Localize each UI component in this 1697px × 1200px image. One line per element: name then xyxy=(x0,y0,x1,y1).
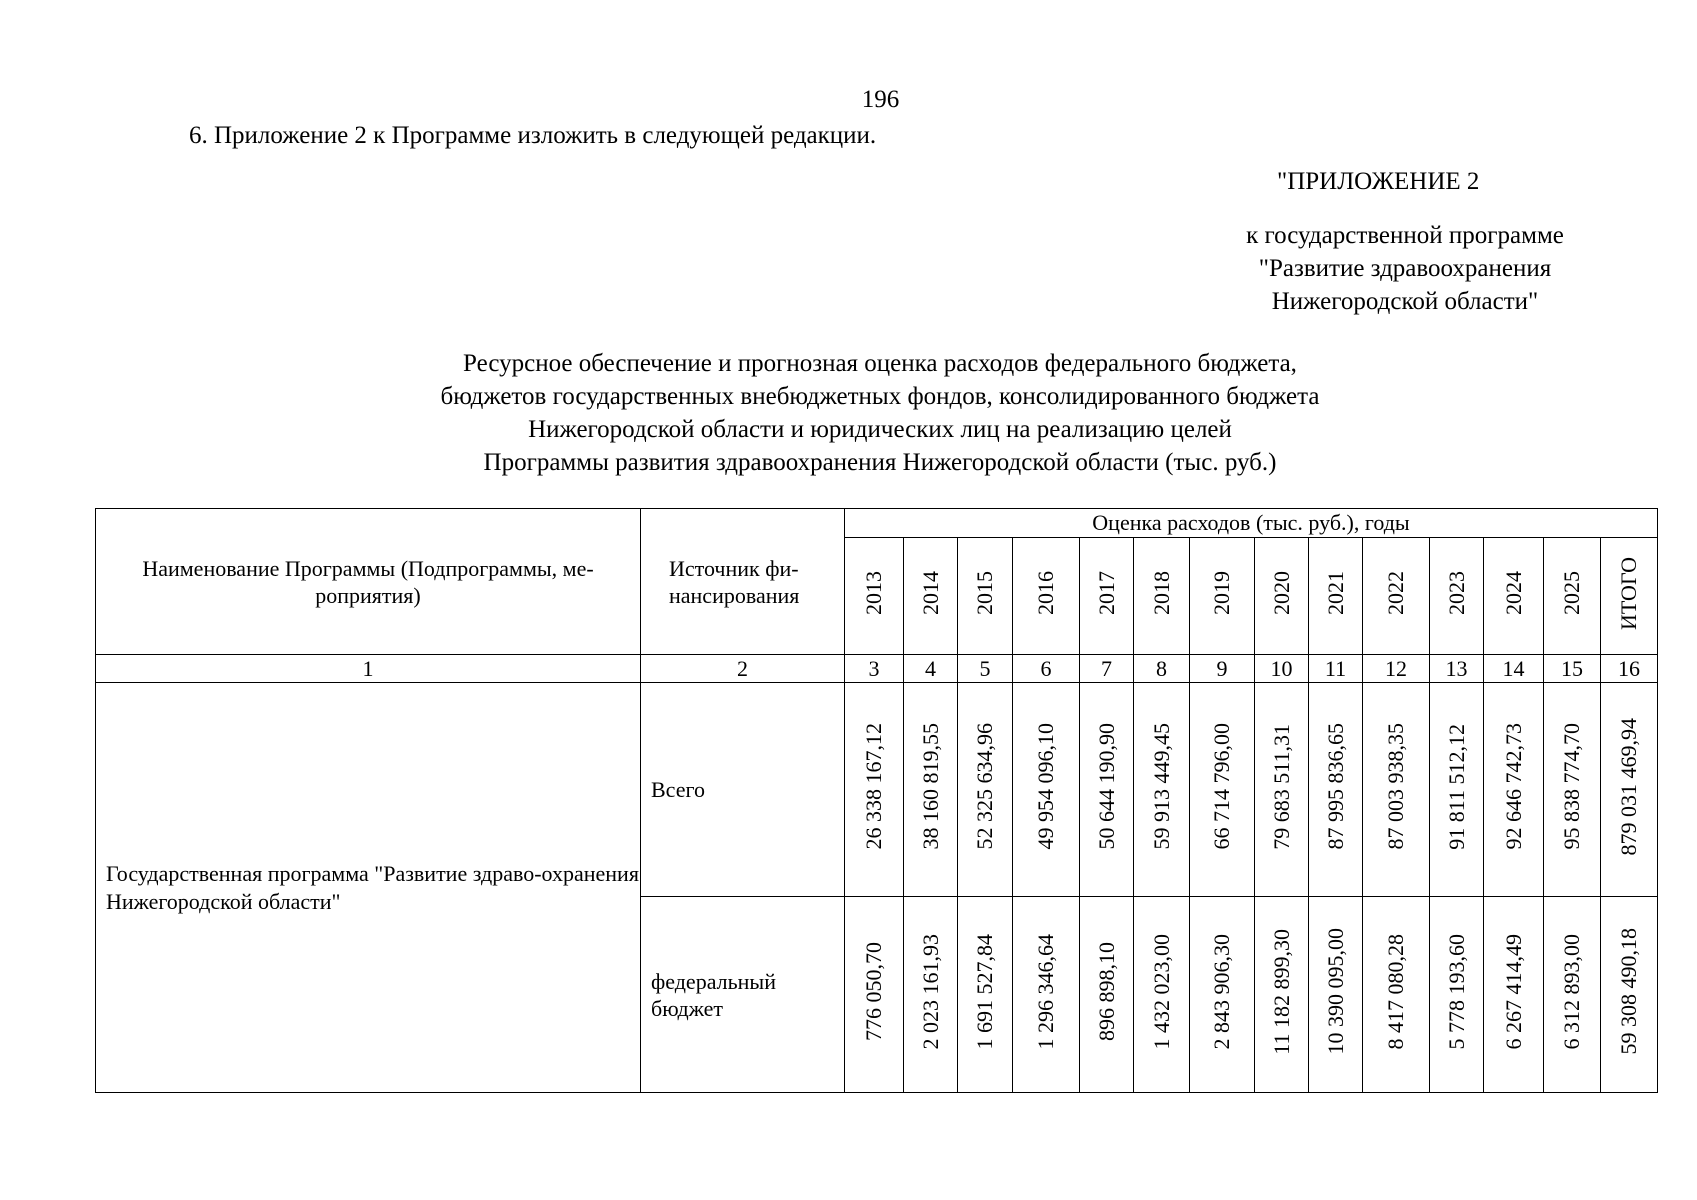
value-cell xyxy=(1430,683,1484,897)
title-line: Программы развития здравоохранения Нижегородской области (тыс. руб.) xyxy=(483,449,1277,476)
title-line: Нижегородской области и юридических лиц на реализацию целей xyxy=(528,416,1232,443)
value-cell xyxy=(1190,897,1255,1093)
value-cell xyxy=(1309,683,1363,897)
year-header-cell xyxy=(1134,538,1190,655)
value-text: 87 995 836,65 xyxy=(1322,723,1348,850)
value-cell xyxy=(1190,683,1255,897)
funding-source-cell: федеральный бюджет xyxy=(641,897,845,1093)
column-number-cell: 6 xyxy=(1013,655,1080,683)
value-text: 1 432 023,00 xyxy=(1148,933,1174,1050)
value-text: 52 325 634,96 xyxy=(972,723,997,850)
column-number-cell: 1 xyxy=(96,655,641,683)
table-row xyxy=(96,683,1658,897)
column-number-cell: 8 xyxy=(1134,655,1190,683)
title-line: Ресурсное обеспечение и прогнозная оценка расходов федерального бюджета, xyxy=(463,350,1297,377)
appendix-ref-line: "Развитие здравоохранения xyxy=(1258,255,1552,282)
column-number-cell: 14 xyxy=(1484,655,1544,683)
column-number-cell: 2 xyxy=(641,655,845,683)
value-cell xyxy=(1544,897,1601,1093)
title-line: бюджетов государственных внебюджетных фондов, консолидированного бюджета xyxy=(440,383,1320,410)
source-header: Источник фи-нансирования xyxy=(641,509,845,655)
year-header-cell xyxy=(1080,538,1134,655)
value-cell xyxy=(1363,683,1430,897)
column-number-cell: 12 xyxy=(1363,655,1430,683)
value-text: 95 838 774,70 xyxy=(1559,723,1584,850)
value-text: 879 031 469,94 xyxy=(1616,717,1641,856)
value-text: 79 683 511,31 xyxy=(1268,723,1294,850)
year-label: 2016 xyxy=(1033,571,1058,615)
value-text: 50 644 190,90 xyxy=(1093,723,1119,850)
value-text: 1 296 346,64 xyxy=(1033,933,1058,1050)
value-text: 2 843 906,30 xyxy=(1209,933,1234,1050)
value-text: 26 338 167,12 xyxy=(861,723,886,850)
column-number-row xyxy=(96,655,1658,683)
year-label: 2018 xyxy=(1148,571,1174,615)
funding-source-cell: Всего xyxy=(641,683,845,897)
year-label: 2015 xyxy=(972,571,997,615)
value-text: 59 308 490,18 xyxy=(1616,928,1641,1055)
column-number-cell: 4 xyxy=(904,655,958,683)
value-cell xyxy=(958,897,1013,1093)
value-cell xyxy=(1601,897,1658,1093)
value-text: 66 714 796,00 xyxy=(1209,723,1234,850)
value-cell xyxy=(1013,683,1080,897)
appendix-reference xyxy=(1190,219,1620,318)
value-text: 8 417 080,28 xyxy=(1383,933,1408,1050)
value-cell xyxy=(1255,897,1309,1093)
value-cell xyxy=(1484,897,1544,1093)
value-text: 2 023 161,93 xyxy=(917,933,943,1050)
appendix-ref-line: Нижегородской области" xyxy=(1271,288,1539,315)
value-cell xyxy=(1309,897,1363,1093)
value-cell xyxy=(904,897,958,1093)
column-number-cell: 16 xyxy=(1601,655,1658,683)
column-number-cell: 3 xyxy=(845,655,904,683)
value-cell xyxy=(1363,897,1430,1093)
intro-text: 6. Приложение 2 к Программе изложить в следующей редакции. xyxy=(189,122,877,149)
year-header-cell xyxy=(958,538,1013,655)
value-text: 6 267 414,49 xyxy=(1500,933,1526,1050)
value-cell xyxy=(1544,683,1601,897)
value-cell xyxy=(845,897,904,1093)
document-title xyxy=(270,347,1490,479)
appendix-title: "ПРИЛОЖЕНИЕ 2 xyxy=(1277,168,1480,195)
year-header-cell xyxy=(1255,538,1309,655)
program-name-header: Наименование Программы (Подпрограммы, ме-роприятия) xyxy=(96,509,641,655)
year-header-cell xyxy=(1363,538,1430,655)
value-cell xyxy=(1013,897,1080,1093)
year-label: ИТОГО xyxy=(1616,556,1641,630)
value-cell xyxy=(1430,897,1484,1093)
header-row xyxy=(96,509,1658,538)
column-number-cell: 15 xyxy=(1544,655,1601,683)
value-cell xyxy=(1484,683,1544,897)
year-label: 2021 xyxy=(1322,571,1348,615)
year-header-cell xyxy=(845,538,904,655)
value-text: 1 691 527,84 xyxy=(972,933,997,1050)
value-text: 896 898,10 xyxy=(1093,942,1119,1041)
year-header-cell xyxy=(1190,538,1255,655)
year-header-cell xyxy=(1013,538,1080,655)
value-text: 92 646 742,73 xyxy=(1500,723,1526,850)
value-cell xyxy=(1080,897,1134,1093)
year-label: 2024 xyxy=(1500,571,1526,615)
year-label: 2023 xyxy=(1443,571,1469,615)
year-label: 2013 xyxy=(861,571,886,615)
value-text: 11 182 899,30 xyxy=(1268,928,1294,1055)
value-cell xyxy=(1255,683,1309,897)
value-cell xyxy=(1080,683,1134,897)
value-cell xyxy=(1601,683,1658,897)
value-text: 6 312 893,00 xyxy=(1559,933,1584,1050)
column-number-cell: 5 xyxy=(958,655,1013,683)
program-name-cell: Государственная программа "Развитие здраво-охранения Нижегородской области" xyxy=(96,683,641,1093)
year-header-cell xyxy=(1544,538,1601,655)
column-number-cell: 13 xyxy=(1430,655,1484,683)
value-cell xyxy=(845,683,904,897)
value-cell xyxy=(904,683,958,897)
expense-estimate-header: Оценка расходов (тыс. руб.), годы xyxy=(845,509,1658,538)
budget-table xyxy=(95,508,1658,1093)
value-text: 38 160 819,55 xyxy=(917,723,943,850)
year-label: 2017 xyxy=(1093,571,1119,615)
value-text: 49 954 096,10 xyxy=(1033,723,1058,850)
column-number-cell: 10 xyxy=(1255,655,1309,683)
year-label: 2014 xyxy=(917,571,943,615)
year-label: 2019 xyxy=(1209,571,1234,615)
value-text: 776 050,70 xyxy=(861,942,886,1041)
value-cell xyxy=(1134,683,1190,897)
year-header-cell xyxy=(904,538,958,655)
year-label: 2020 xyxy=(1268,571,1294,615)
year-header-cell xyxy=(1601,538,1658,655)
year-label: 2022 xyxy=(1383,571,1408,615)
value-cell xyxy=(958,683,1013,897)
column-number-cell: 7 xyxy=(1080,655,1134,683)
value-text: 10 390 095,00 xyxy=(1322,928,1348,1055)
column-number-cell: 11 xyxy=(1309,655,1363,683)
page-number: 196 xyxy=(861,86,900,113)
year-label: 2025 xyxy=(1559,571,1584,615)
year-header-cell xyxy=(1484,538,1544,655)
value-text: 59 913 449,45 xyxy=(1148,723,1174,850)
value-text: 91 811 512,12 xyxy=(1443,723,1469,850)
year-header-cell xyxy=(1309,538,1363,655)
year-header-cell xyxy=(1430,538,1484,655)
appendix-ref-line: к государственной программе xyxy=(1246,222,1564,249)
value-text: 87 003 938,35 xyxy=(1383,723,1408,850)
column-number-cell: 9 xyxy=(1190,655,1255,683)
value-cell xyxy=(1134,897,1190,1093)
value-text: 5 778 193,60 xyxy=(1443,933,1469,1050)
